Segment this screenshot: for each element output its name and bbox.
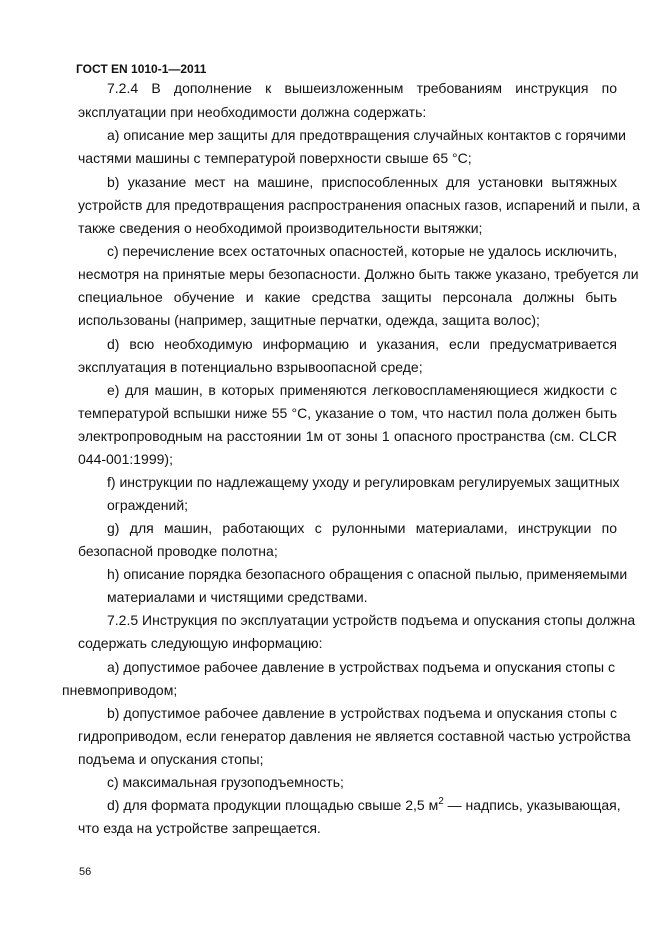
text-line: безопасной проводке полотна; bbox=[78, 543, 278, 559]
text-fragment: — надпись, указывающая, bbox=[443, 797, 621, 813]
text-line: эксплуатация в потенциально взрывоопасной среде; bbox=[78, 359, 423, 375]
text-line: с) максимальная грузоподъемность; bbox=[107, 774, 344, 790]
text-line: специальное обучение и какие средства защиты персонала должны быть bbox=[78, 289, 617, 305]
text-line: с) перечисление всех остаточных опасностей, которые не удалось исключить, bbox=[107, 243, 618, 259]
text-line: материалами и чистящими средствами. bbox=[107, 589, 368, 605]
text-line: электропроводным на расстоянии 1м от зоны 1 опасного пространства (см. CLCR bbox=[78, 428, 617, 444]
text-line: содержать следующую информацию: bbox=[78, 635, 323, 651]
document-header: ГОСТ EN 1010-1—2011 bbox=[76, 62, 207, 76]
text-line: ограждений; bbox=[107, 497, 189, 513]
text-line: температурой вспышки ниже 55 °С, указание о том, что настил пола должен быть bbox=[78, 405, 617, 421]
text-line-with-superscript bbox=[107, 796, 621, 813]
text-line: подъема и опускания стопы; bbox=[78, 751, 264, 767]
text-line: 7.2.5 Инструкция по эксплуатации устройств подъема и опускания стопы должна bbox=[107, 612, 636, 628]
text-line: а) допустимое рабочее давление в устройствах подъема и опускания стопы с bbox=[107, 659, 615, 675]
text-line: b) допустимое рабочее давление в устройствах подъема и опускания стопы с bbox=[107, 705, 617, 721]
text-line: а) описание мер защиты для предотвращения случайных контактов с горячими bbox=[107, 127, 626, 143]
text-line: что езда на устройстве запрещается. bbox=[78, 820, 321, 836]
text-line: пневмоприводом; bbox=[62, 682, 178, 698]
text-line: f) инструкции по надлежащему уходу и регулировкам регулируемых защитных bbox=[107, 474, 620, 490]
text-line: d) всю необходимую информацию и указания, если предусматривается bbox=[107, 336, 617, 352]
text-fragment: d) для формата продукции площадью свыше 2,5 м bbox=[107, 797, 439, 813]
text-line: h) описание порядка безопасного обращения с опасной пылью, применяемыми bbox=[107, 566, 628, 582]
text-line: использованы (например, защитные перчатки, одежда, защита волос); bbox=[78, 312, 540, 328]
text-line: гидроприводом, если генератор давления не является составной частью устройства bbox=[78, 728, 631, 744]
text-line: несмотря на принятые меры безопасности. Должно быть также указано, требуется ли bbox=[78, 266, 639, 282]
text-line: b) указание мест на машине, приспособленных для установки вытяжных bbox=[107, 174, 617, 190]
text-line: также сведения о необходимой производительности вытяжки; bbox=[78, 220, 483, 236]
superscript-exponent: 2 bbox=[438, 796, 444, 807]
text-line: е) для машин, в которых применяются легковоспламеняющиеся жидкости с bbox=[107, 382, 617, 398]
text-line: устройств для предотвращения распространения опасных газов, испарений и пыли, а bbox=[78, 197, 640, 213]
text-line: 7.2.4 В дополнение к вышеизложенным требованиям инструкция по bbox=[107, 80, 617, 96]
text-line: эксплуатации при необходимости должна содержать: bbox=[78, 104, 427, 120]
page-number: 56 bbox=[79, 866, 92, 878]
text-line: g) для машин, работающих с рулонными материалами, инструкции по bbox=[107, 520, 617, 536]
text-line: 044-001:1999); bbox=[78, 451, 173, 467]
text-line: частями машины с температурой поверхности свыше 65 °С; bbox=[78, 150, 472, 166]
